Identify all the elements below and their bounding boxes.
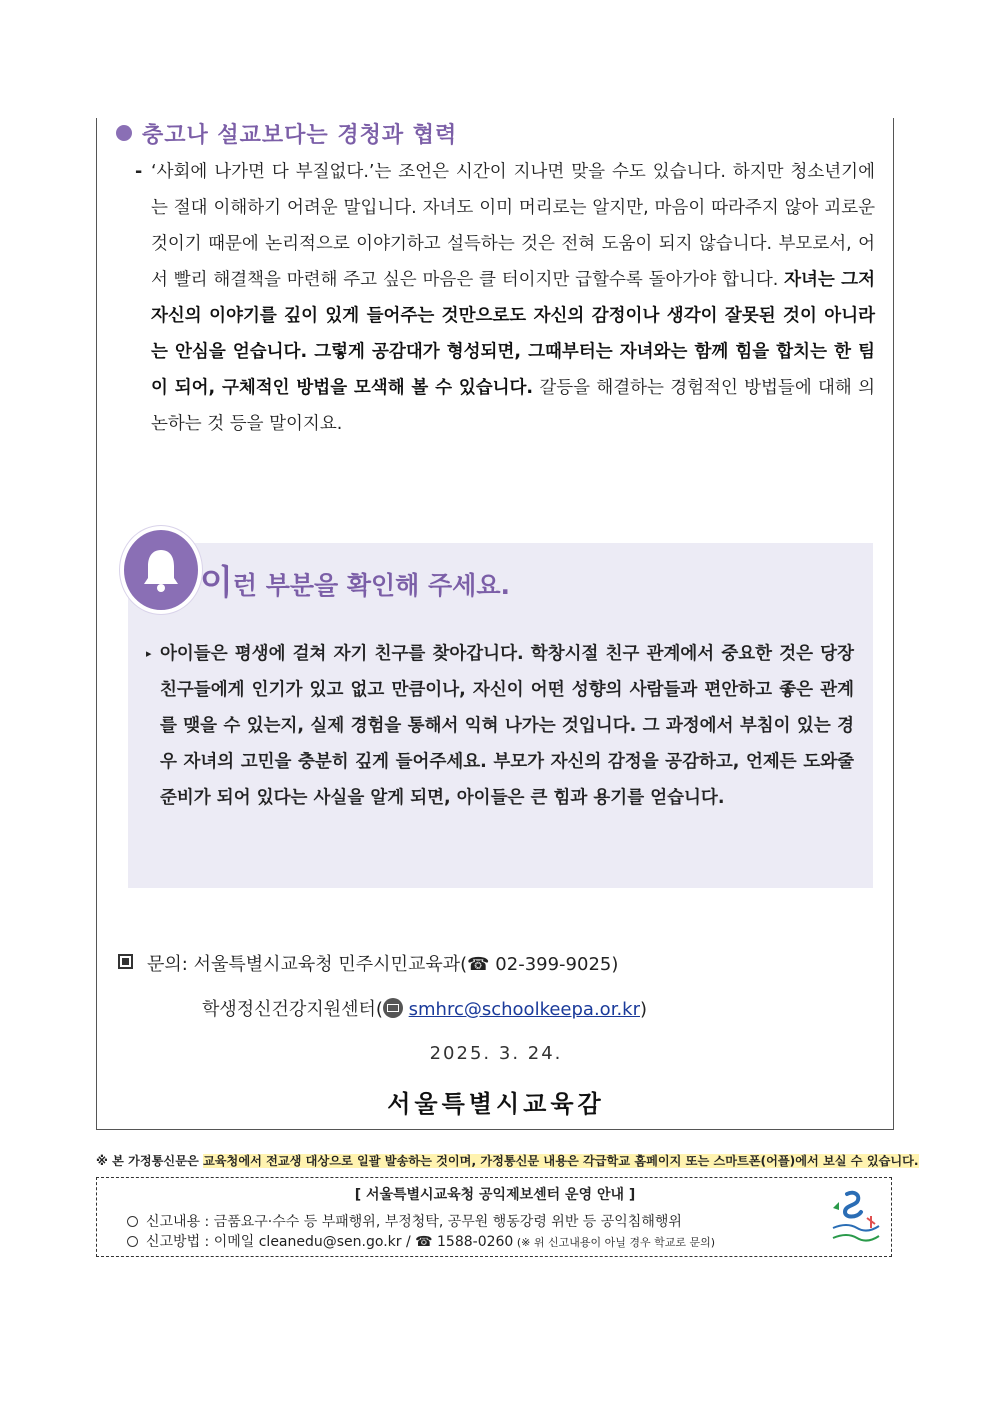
para-part2: 갈등을 해결하는 경험적인 방법들에 대해 의논하는 것 등을 말이지요. [151, 378, 875, 434]
report-lines [127, 1212, 715, 1253]
section-paragraph [135, 154, 875, 442]
bullet-dot-icon [116, 125, 132, 141]
notice-title: 이런 부분을 확인해 주세요. [200, 563, 510, 603]
footnote: ※ 본 가정통신문은 교육청에서 전교생 대상으로 일괄 발송하는 것이며, 가정통신문 내용은 각급학교 홈페이지 또는 스마트폰(어플)에서 보실 수 있습니다. [96, 1154, 919, 1168]
notice-text: ▸ 아이들은 평생에 걸쳐 자기 친구를 찾아갑니다. 학창시절 친구 관계에서 중요한 것은 당장 친구들에게 인기가 있고 없고 만큼이나, 자신이 어떤 성향의 사람들과 편안하고 좋은 관계를 맺을 수 있는지, 실제 경험을 통해서 익혀 나가는 것입니다. 그 과정에서 부침이 있는 경우 자녀의 고민을 충분히 깊게 들어주세요. 부모가 자신의 감정을 공감하고, 언제든 도와줄 준비가 되어 있다는 사실을 알게 되면, 아이들은 큰 힘과 용기를 얻습니다. [146, 636, 854, 816]
report-line2: 신고방법 : 이메일 cleanedu@sen.go.kr / ☎ 1588-0260 (※ 위 신고내용이 아닐 경우 학교로 문의) [127, 1232, 715, 1253]
contact-line1: 문의: 서울특별시교육청 민주시민교육과(☎ 02-399-9025) [118, 942, 647, 987]
email-link[interactable]: smhrc@schoolkeepa.or.kr [408, 999, 640, 1020]
para-part1: ‘사회에 나가면 다 부질없다.’는 조언은 시간이 지나면 맞을 수도 있습니다. 하지만 청소년기에는 절대 이해하기 어려운 말입니다. 자녀도 이미 머리로는 알지만, 마음이 따라주지 않아 괴로운 것이기 때문에 논리적으로 이야기하고 설득하는 것은 전혀 도움이 되지 않습니다. 부모로서, 어서 빨리 해결책을 마련해 주고 싶은 마음은 클 터이지만 급할수록 돌아가야 합니다. [151, 162, 875, 290]
issuer-org: 서울특별시교육감 [387, 1090, 605, 1118]
dash-marker: - [135, 162, 143, 182]
mail-icon [383, 998, 403, 1018]
circle-bullet-icon [127, 1236, 138, 1247]
report-center-box [96, 1177, 892, 1257]
contact-line2: 학생정신건강지원센터( smhrc@schoolkeepa.or.kr) [202, 999, 648, 1020]
contact-info [118, 942, 647, 1032]
section-heading: 충고나 설교보다는 경청과 협력 [116, 118, 457, 149]
issue-date: 2025. 3. 24. [429, 1043, 563, 1064]
report-title: [ 서울특별시교육청 공익제보센터 운영 안내 ] [354, 1187, 636, 1203]
square-bullet-icon [118, 954, 133, 969]
para-bold: 자녀는 그저 자신의 이야기를 깊이 있게 들어주는 것만으로도 자신의 감정이나 생각이 잘못된 것이 아니라는 안심을 얻습니다. 그렇게 공감대가 형성되면, 그때부터는 자녀와는 함께 힘을 합치는 한 팀이 되어, 구체적인 방법을 모색해 볼 수 있습니다. [151, 270, 875, 398]
circle-bullet-icon [127, 1216, 138, 1227]
triangle-bullet-icon: ▸ [146, 647, 152, 660]
phone-icon: ☎ [467, 954, 490, 975]
education-office-logo [827, 1188, 883, 1248]
bell-icon [120, 526, 202, 614]
report-line1: 신고내용 : 금품요구·수수 등 부패행위, 부정청탁, 공무원 행동강령 위반 등 공익침해행위 [127, 1212, 715, 1232]
